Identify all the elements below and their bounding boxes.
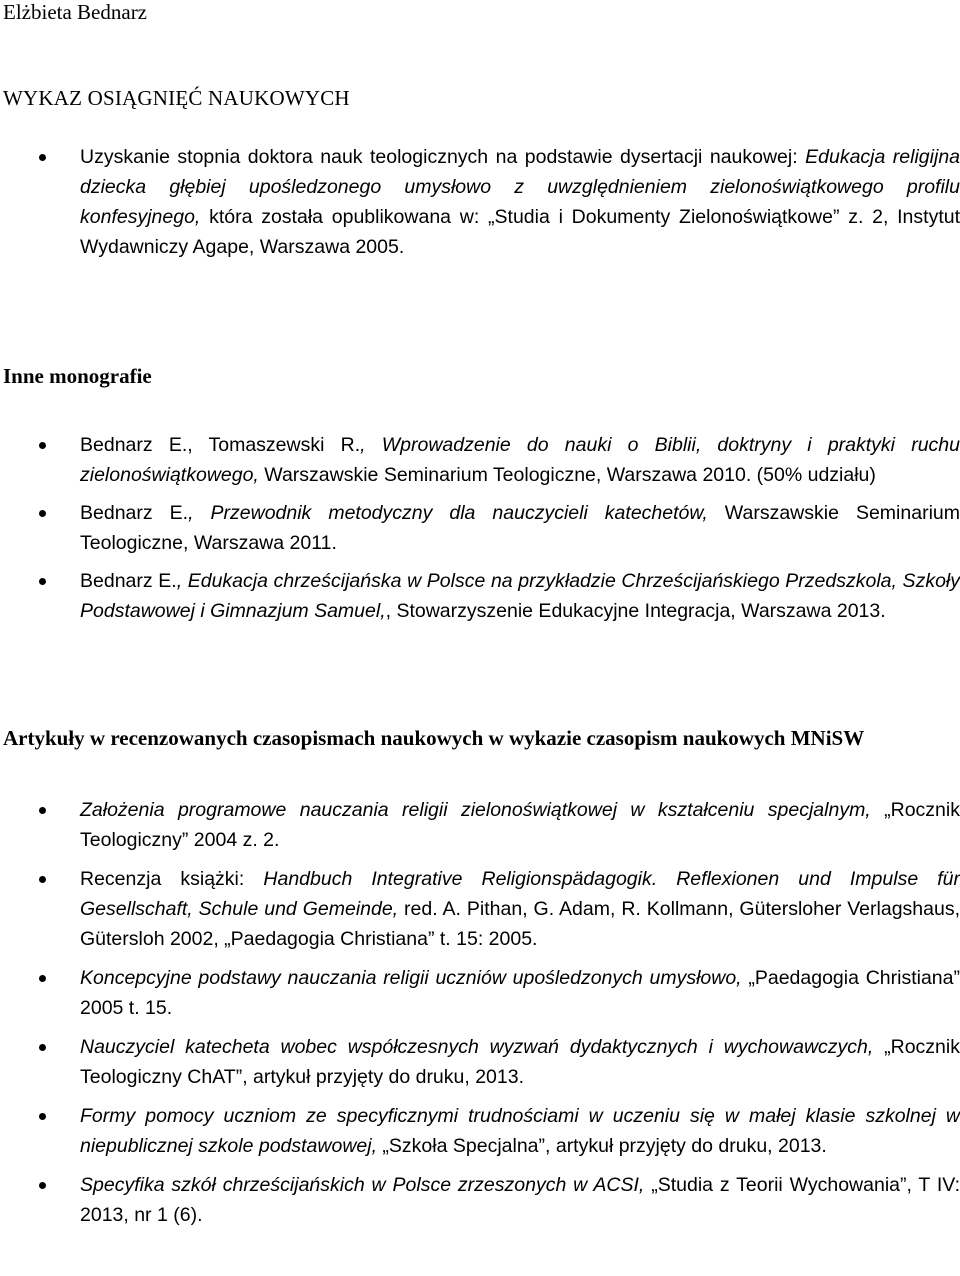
list-item: Bednarz E., Edukacja chrześcijańska w Polsce na przykładzie Chrześcijańskiego Przedszkola, Szkoły Podstawowej i Gimnazjum Samuel,, Stowarzyszenie Edukacyjne Integracja, Warszawa 2013. (0, 566, 960, 626)
list-item: Koncepcyjne podstawy nauczania religii uczniów upośledzonych umysłowo, „Paedagogia Christiana” 2005 t. 15. (0, 963, 960, 1023)
author-name: Elżbieta Bednarz (3, 0, 148, 24)
list-item: Uzyskanie stopnia doktora nauk teologicznych na podstawie dysertacji naukowej: Edukacja religijna dziecka głębiej upośledzonego umysłowo z uwzględnieniem zielonoświątkowego profilu konfesyjnego, która została opublikowana w: „Studia i Dokumenty Zielonoświątkowe” z. 2, Instytut Wydawniczy Agape, Warszawa 2005. (0, 142, 960, 262)
articles-list (0, 795, 960, 1239)
monographs-list (0, 430, 960, 634)
list-item: Bednarz E., Tomaszewski R., Wprowadzenie do nauki o Biblii, doktryny i praktyki ruchu zielonoświątkowego, Warszawskie Seminarium Teologiczne, Warszawa 2010. (50% udziału) (0, 430, 960, 490)
list-item: Formy pomocy uczniom ze specyficznymi trudnościami w uczeniu się w małej klasie szkolnej w niepublicznej szkole podstawowej, „Szkoła Specjalna”, artykuł przyjęty do druku, 2013. (0, 1101, 960, 1161)
list-item: Nauczyciel katecheta wobec współczesnych wyzwań dydaktycznych i wychowawczych, „Rocznik Teologiczny ChAT”, artykuł przyjęty do druku, 2013. (0, 1032, 960, 1092)
list-item: Recenzja książki: Handbuch Integrative Religionspädagogik. Reflexionen und Impulse für Gesellschaft, Schule und Gemeinde, red. A. Pithan, G. Adam, R. Kollmann, Gütersloher Verlagshaus, Gütersloh 2002, „Paedagogia Christiana” t. 15: 2005. (0, 864, 960, 954)
monographs-heading: Inne monografie (3, 364, 152, 388)
degree-list (0, 142, 960, 262)
list-item: Bednarz E., Przewodnik metodyczny dla nauczycieli katechetów, Warszawskie Seminarium Teologiczne, Warszawa 2011. (0, 498, 960, 558)
list-item: Założenia programowe nauczania religii zielonoświątkowej w kształceniu specjalnym, „Rocznik Teologiczny” 2004 z. 2. (0, 795, 960, 855)
list-item: Specyfika szkół chrześcijańskich w Polsce zrzeszonych w ACSI, „Studia z Teorii Wychowania”, T IV: 2013, nr 1 (6). (0, 1170, 960, 1230)
articles-heading: Artykuły w recenzowanych czasopismach naukowych w wykazie czasopism naukowych MNiSW (3, 726, 865, 750)
document-heading: WYKAZ OSIĄGNIĘĆ NAUKOWYCH (3, 86, 350, 110)
